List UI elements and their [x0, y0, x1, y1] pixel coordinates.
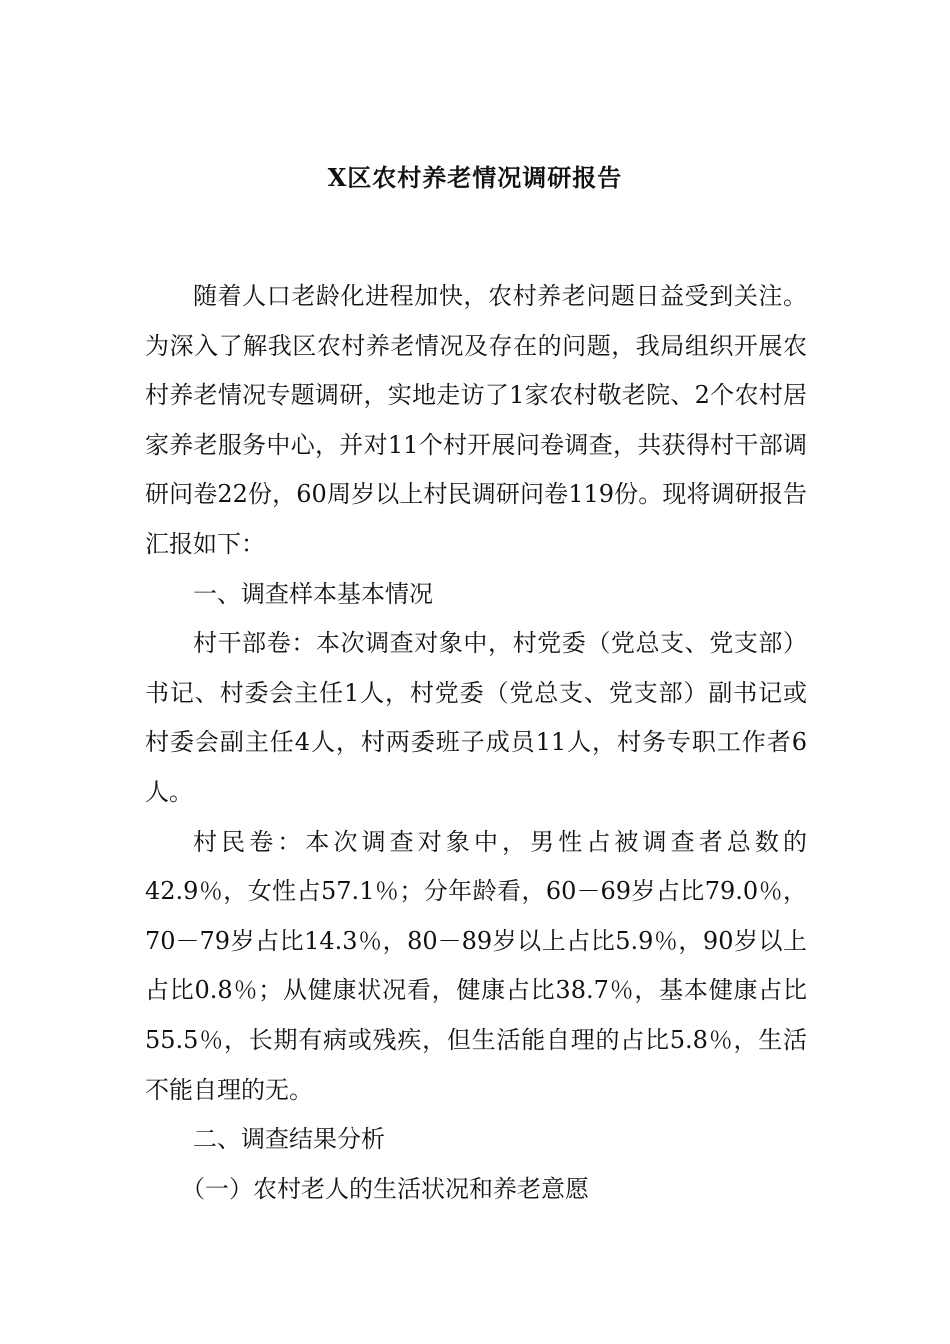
- document-title: X区农村养老情况调研报告: [327, 163, 623, 192]
- document-body: [145, 272, 807, 1214]
- paragraph-intro: 随着人口老龄化进程加快，农村养老问题日益受到关注。为深入了解我区农村养老情况及存在的问题，我局组织开展农村养老情况专题调研，实地走访了1家农村敬老院、2个农村居家养老服务中心，并对11个村开展问卷调查，共获得村干部调研问卷22份，60周岁以上村民调研问卷119份。现将调研报告汇报如下：: [145, 282, 807, 558]
- section-heading-1: 一、调查样本基本情况: [193, 579, 433, 608]
- paragraph-villager-survey: 村民卷：本次调查对象中，男性占被调查者总数的42.9％，女性占57.1％；分年龄看，60－69岁占比79.0％，70－79岁占比14.3％，80－89岁以上占比5.9％，90岁以上占比0.8％；从健康状况看，健康占比38.7％，基本健康占比55.5％，长期有病或残疾，但生活能自理的占比5.8％，生活不能自理的无。: [145, 827, 807, 1104]
- subsection-heading-1: （一）农村老人的生活状况和养老意愿: [181, 1174, 589, 1203]
- section-heading-2: 二、调查结果分析: [193, 1125, 385, 1154]
- paragraph-cadre-survey: 村干部卷：本次调查对象中，村党委（党总支、党支部）书记、村委会主任1人，村党委（党总支、党支部）副书记或村委会副主任4人，村两委班子成员11人，村务专职工作者6人。: [145, 629, 807, 806]
